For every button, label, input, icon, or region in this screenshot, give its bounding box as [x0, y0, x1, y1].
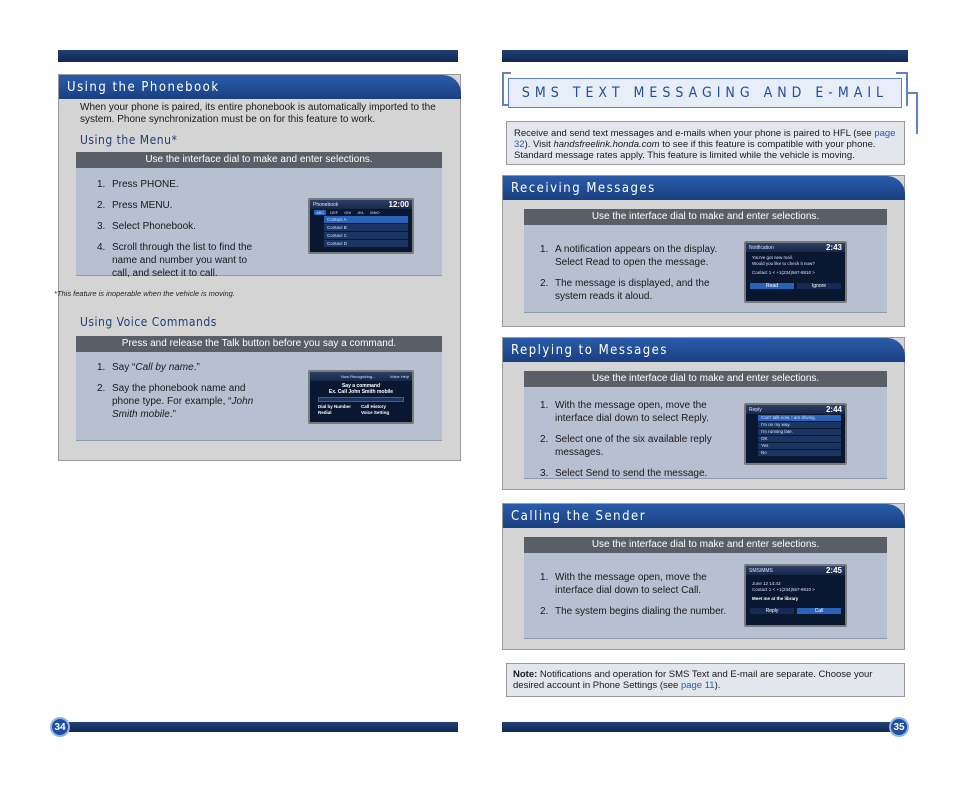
right-top-bar [502, 50, 908, 62]
voice-step: 1. Say “Call by name.” [97, 362, 200, 373]
calling-steps-area [524, 553, 887, 639]
phonebook-screen [308, 198, 414, 254]
voice-screen-header: Now Recognizing... Voice Help [310, 372, 412, 381]
voice-commands: Dial by Number Call History Redial Voice Setting [318, 404, 390, 415]
contact-row: Contact D [324, 240, 408, 247]
menu-step: 2. Press MENU. [97, 200, 173, 211]
left-page-number: 34 [50, 717, 70, 737]
calling-dial-header: Use the interface dial to make and enter selections. [524, 537, 887, 553]
voice-prompt: Say a command Ex. Call John Smith mobile [328, 383, 394, 395]
calling-title: Calling the Sender [503, 504, 905, 528]
sms-screen: SMS/MMS 2:45 June 12 14:43 Contact 1 < +1(234)567-8910 > Meet me at the library Reply Call [744, 564, 847, 627]
voice-steps-area [76, 352, 442, 441]
replying-steps-box [524, 371, 887, 479]
menu-dial-header: Use the interface dial to make and enter selections. [76, 152, 442, 168]
phonebook-title: Using the Phonebook [59, 75, 461, 99]
ignore-button: Ignore [797, 283, 841, 289]
menu-step: 4. Scroll through the list to find the name and number you want to call, and select it to call. [97, 242, 253, 279]
right-bottom-bar [502, 722, 906, 732]
reply-button: Reply [750, 608, 794, 614]
tab-ghi: GHI [344, 210, 352, 215]
footnote: *This feature is inoperable when the vehicle is moving. [54, 289, 235, 298]
page-32-link[interactable]: page 32 [514, 128, 896, 150]
contact-row: Contact B [324, 224, 408, 231]
tab-mno: MNO [370, 210, 380, 215]
receiving-step: 2. The message is displayed, and the system reads it aloud. [540, 278, 710, 302]
tab-def: DEF [330, 210, 339, 215]
contact-row: Contact C [324, 232, 408, 239]
page-11-link[interactable]: page 11 [680, 680, 715, 691]
voice-step: 2. Say the phonebook name and phone type. For example, “John Smith mobile.” [97, 383, 254, 420]
phonebook-intro: When your phone is paired, its entire phonebook is automatically imported to the system. Phone synchronization must be on for this feature to work. [80, 102, 436, 125]
receiving-panel [502, 175, 905, 327]
replying-step: 2. Select one of the six available reply messages. [540, 434, 712, 458]
phonebook-panel [54, 74, 461, 461]
reply-option: No [758, 450, 841, 456]
receiving-step: 1. A notification appears on the display. Select Read to open the message. [540, 244, 718, 268]
voice-dial-header: Press and release the Talk button before you say a command. [76, 336, 442, 352]
replying-step: 3. Select Send to send the message. [540, 468, 708, 479]
receiving-steps-box [524, 209, 887, 313]
menu-step: 3. Select Phonebook. [97, 221, 196, 232]
reply-option: I'm on my way. [758, 422, 841, 428]
voice-steps-box [76, 336, 442, 441]
receiving-steps-area [524, 225, 887, 313]
receiving-title: Receiving Messages [503, 176, 905, 200]
reply-screen: Reply 2:44 Can't talk now, I am driving. I'm on my way. I'm running late. OK Yes No [744, 403, 847, 465]
calling-step: 1. With the message open, move the interface dial down to select Call. [540, 572, 707, 596]
receiving-dial-header: Use the interface dial to make and enter selections. [524, 209, 887, 225]
replying-steps-area [524, 387, 887, 479]
call-button: Call [797, 608, 841, 614]
tab-abc: ABC [316, 210, 325, 215]
receiving-steps [540, 243, 730, 311]
intro-box: Receive and send text messages and e-mails when your phone is paired to HFL (see page 32). Visit handsfreelink.honda.com to see if this feature is compatible with your phone. Standard message rates apply. This feature is limited while the vehicle is moving. [506, 121, 905, 165]
reply-option: I'm running late. [758, 429, 841, 435]
reply-option: Yes [758, 443, 841, 449]
website: handsfreelink.honda.com [553, 139, 660, 150]
voice-bar [318, 397, 404, 402]
replying-title: Replying to Messages [503, 338, 905, 362]
note-box: Note: Notifications and operation for SMS Text and E-mail are separate. Choose your desired account in Phone Settings (see page 11). [506, 663, 905, 697]
tab-jkl: JKL [357, 210, 365, 215]
voice-steps [97, 361, 257, 429]
menu-step: 1. Press PHONE. [97, 179, 179, 190]
menu-subtitle: Using the Menu* [80, 133, 178, 147]
reply-option: Can't talk now, I am driving. [758, 415, 841, 421]
replying-panel [502, 337, 905, 490]
menu-steps-area [76, 168, 442, 279]
left-top-bar [58, 50, 458, 62]
phonebook-screen-header: Phonebook 12:00 [310, 200, 412, 209]
contact-row: Contact A [324, 216, 408, 223]
left-bottom-bar [58, 722, 458, 732]
replying-dial-header: Use the interface dial to make and enter selections. [524, 371, 887, 387]
read-button: Read [750, 283, 794, 289]
voice-screen [308, 370, 414, 424]
right-page-number: 35 [889, 717, 909, 737]
calling-step: 2. The system begins dialing the number. [540, 606, 727, 617]
replying-step: 1. With the message open, move the interface dial down to select Reply. [540, 400, 709, 424]
calling-steps-box [524, 537, 887, 639]
reply-option: OK [758, 436, 841, 442]
note-label: Note: [513, 669, 538, 680]
calling-panel [502, 503, 905, 650]
section-title-box [508, 78, 902, 108]
title-frame-ext [906, 92, 918, 134]
menu-steps [97, 178, 257, 288]
notification-screen: Notification 2:43 You've got new mail. Would you like to check it now? Contact 1 < +1(234)567-8910 > Read Ignore [744, 241, 847, 303]
phonebook-tabs [314, 210, 408, 215]
section-title: SMS TEXT MESSAGING AND E-MAIL [521, 85, 889, 101]
calling-steps [540, 571, 735, 626]
replying-steps [540, 399, 730, 488]
voice-subtitle: Using Voice Commands [80, 315, 217, 329]
menu-steps-box [76, 152, 442, 277]
